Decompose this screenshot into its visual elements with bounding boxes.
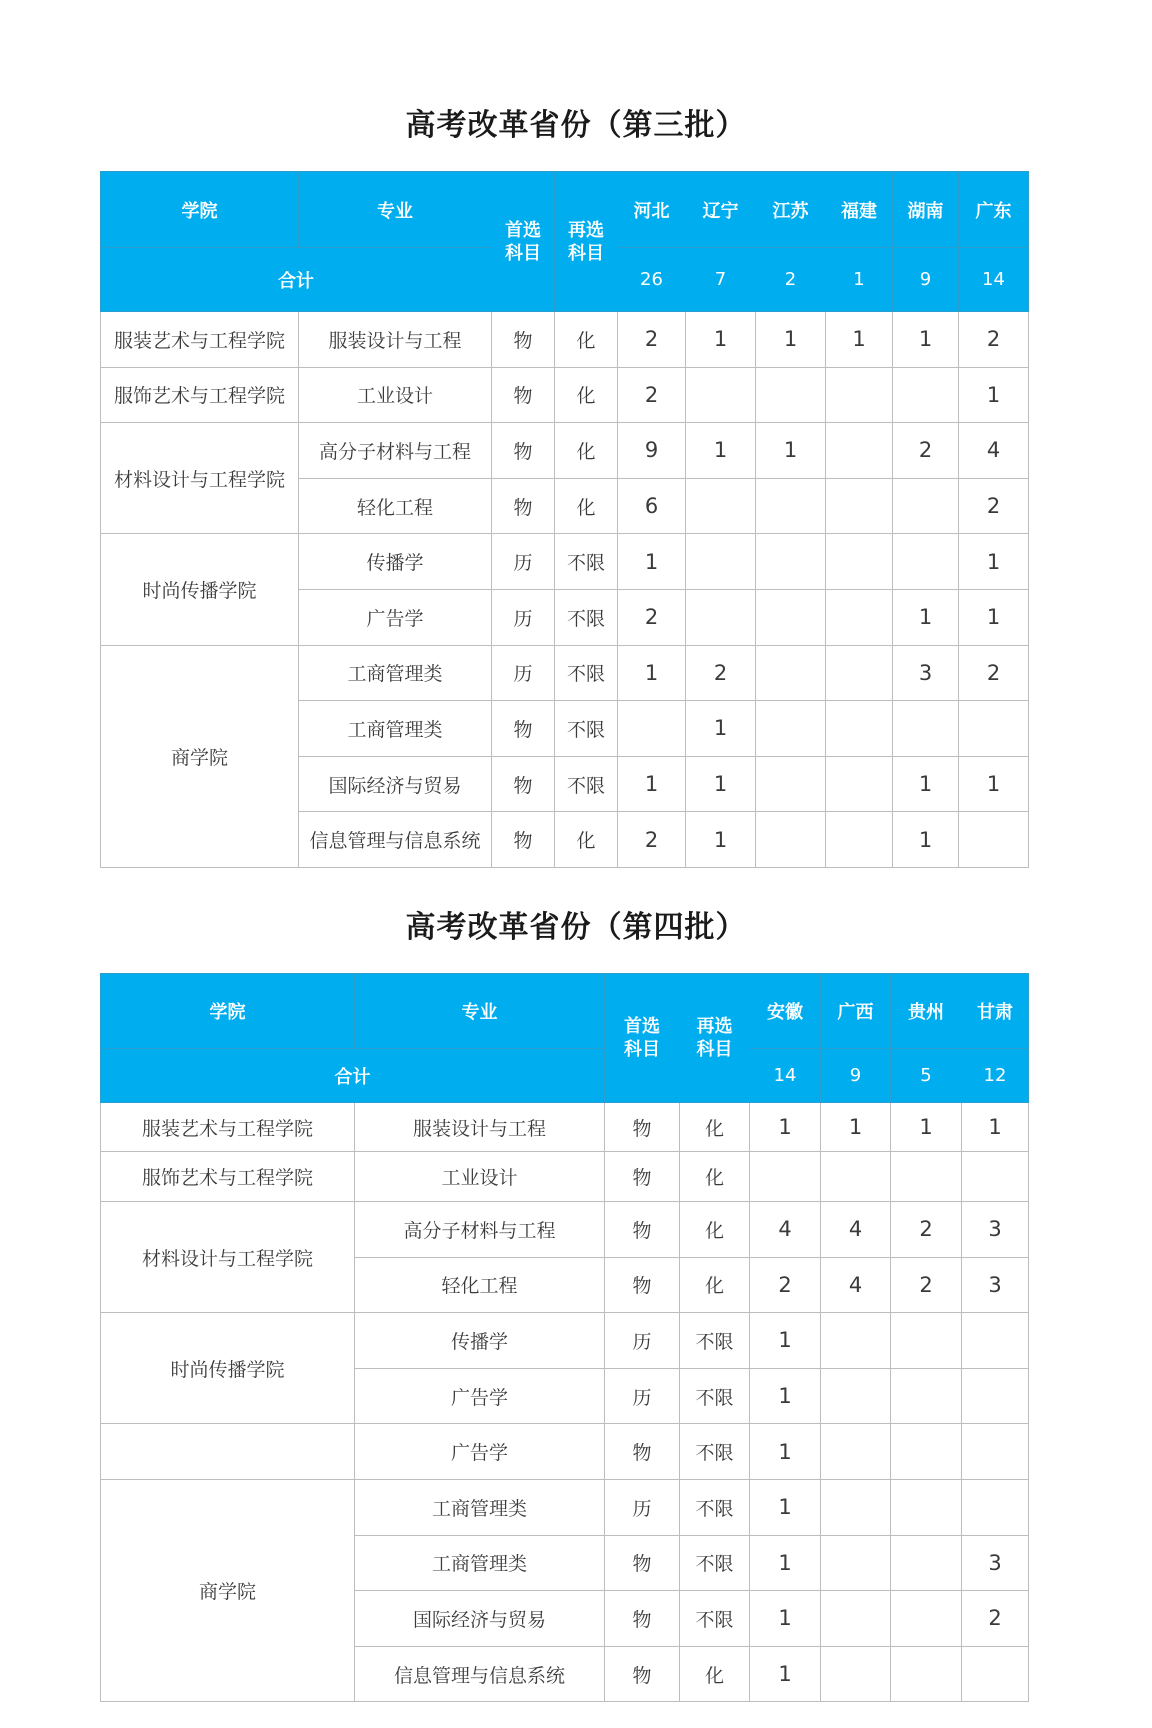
college-cell: 商学院 [101, 645, 299, 867]
quota-cell: 1 [618, 756, 686, 812]
quota-cell [756, 756, 826, 812]
page-title-batch-3: 高考改革省份（第三批） [405, 108, 747, 143]
first-subject-cell: 物 [492, 367, 555, 423]
second-subject-cell: 不限 [680, 1591, 750, 1647]
quota-cell: 4 [959, 423, 1029, 479]
quota-cell [686, 589, 756, 645]
college-cell: 服装艺术与工程学院 [101, 1103, 355, 1152]
first-subject-cell: 物 [605, 1646, 680, 1702]
header-college: 学院 [101, 974, 355, 1049]
first-subject-cell: 物 [492, 478, 555, 534]
second-subject-cell: 不限 [555, 756, 618, 812]
quota-cell [893, 534, 959, 590]
second-subject-cell: 化 [555, 423, 618, 479]
quota-cell: 2 [891, 1257, 962, 1313]
first-subject-cell: 物 [492, 423, 555, 479]
quota-cell: 2 [618, 589, 686, 645]
quota-cell: 1 [750, 1424, 821, 1480]
header-total: 14 [959, 248, 1029, 312]
college-cell: 商学院 [101, 1479, 355, 1701]
quota-cell: 1 [750, 1103, 821, 1152]
quota-cell: 1 [959, 756, 1029, 812]
college-cell: 时尚传播学院 [101, 534, 299, 645]
quota-cell: 4 [821, 1202, 891, 1258]
quota-cell: 3 [962, 1202, 1029, 1258]
quota-cell [686, 367, 756, 423]
header-total: 1 [826, 248, 893, 312]
quota-cell [826, 367, 893, 423]
header-province: 河北 [618, 172, 686, 248]
quota-cell: 4 [750, 1202, 821, 1258]
first-subject-cell: 历 [605, 1313, 680, 1369]
major-cell: 轻化工程 [355, 1257, 605, 1313]
table-row [101, 1152, 1029, 1202]
quota-cell [962, 1313, 1029, 1369]
second-subject-cell: 不限 [680, 1535, 750, 1591]
major-cell: 国际经济与贸易 [299, 756, 492, 812]
college-cell: 材料设计与工程学院 [101, 423, 299, 534]
major-cell: 高分子材料与工程 [355, 1202, 605, 1258]
table-row [101, 1202, 1029, 1258]
second-subject-cell: 不限 [680, 1313, 750, 1369]
quota-cell: 1 [750, 1591, 821, 1647]
quota-cell: 1 [750, 1313, 821, 1369]
quota-cell [826, 645, 893, 701]
table-row [101, 1103, 1029, 1152]
quota-cell [821, 1535, 891, 1591]
quota-cell [750, 1152, 821, 1202]
quota-cell: 1 [618, 534, 686, 590]
first-subject-cell: 历 [605, 1479, 680, 1535]
second-subject-cell: 化 [680, 1646, 750, 1702]
first-subject-cell: 历 [492, 645, 555, 701]
quota-cell [891, 1424, 962, 1480]
quota-cell [962, 1646, 1029, 1702]
quota-cell [962, 1152, 1029, 1202]
quota-cell: 1 [826, 312, 893, 368]
quota-cell [826, 423, 893, 479]
header-total: 7 [686, 248, 756, 312]
header-province: 福建 [826, 172, 893, 248]
first-subject-cell: 物 [492, 701, 555, 757]
quota-cell [891, 1479, 962, 1535]
quota-cell: 9 [618, 423, 686, 479]
quota-cell [962, 1424, 1029, 1480]
second-subject-cell: 不限 [680, 1368, 750, 1424]
quota-cell [821, 1479, 891, 1535]
second-subject-cell: 化 [555, 367, 618, 423]
quota-cell [821, 1368, 891, 1424]
page-title-batch-4: 高考改革省份（第四批） [405, 910, 747, 945]
quota-cell: 1 [686, 756, 756, 812]
college-cell: 服饰艺术与工程学院 [101, 1152, 355, 1202]
second-subject-cell: 不限 [555, 645, 618, 701]
quota-cell [756, 478, 826, 534]
quota-cell [893, 478, 959, 534]
admission-table-batch-3 [100, 171, 1029, 868]
quota-cell [821, 1152, 891, 1202]
header-major: 专业 [299, 172, 492, 248]
quota-cell [756, 367, 826, 423]
quota-cell: 1 [821, 1103, 891, 1152]
college-cell: 材料设计与工程学院 [101, 1202, 355, 1313]
major-cell: 广告学 [355, 1368, 605, 1424]
major-cell: 工商管理类 [355, 1535, 605, 1591]
quota-cell: 4 [821, 1257, 891, 1313]
major-cell: 广告学 [299, 589, 492, 645]
second-subject-cell: 不限 [680, 1424, 750, 1480]
quota-cell [686, 534, 756, 590]
header-major: 专业 [355, 974, 605, 1049]
quota-cell: 3 [893, 645, 959, 701]
quota-cell: 1 [959, 589, 1029, 645]
header-second-subject: 再选科目 [680, 974, 750, 1103]
table-row [101, 312, 1029, 368]
quota-cell [959, 701, 1029, 757]
quota-cell [686, 478, 756, 534]
quota-cell: 1 [686, 312, 756, 368]
major-cell: 工商管理类 [355, 1479, 605, 1535]
quota-cell: 1 [893, 812, 959, 868]
college-cell [101, 1424, 355, 1480]
college-cell: 服饰艺术与工程学院 [101, 367, 299, 423]
quota-cell: 1 [756, 423, 826, 479]
major-cell: 国际经济与贸易 [355, 1591, 605, 1647]
major-cell: 高分子材料与工程 [299, 423, 492, 479]
first-subject-cell: 物 [492, 812, 555, 868]
quota-cell: 2 [750, 1257, 821, 1313]
first-subject-cell: 物 [605, 1591, 680, 1647]
major-cell: 工商管理类 [299, 645, 492, 701]
table-row [101, 645, 1029, 701]
header-second-subject: 再选科目 [555, 172, 618, 312]
quota-cell: 1 [750, 1479, 821, 1535]
quota-cell: 1 [686, 812, 756, 868]
quota-cell [959, 812, 1029, 868]
table-row [101, 1313, 1029, 1369]
second-subject-cell: 化 [680, 1202, 750, 1258]
first-subject-cell: 物 [605, 1103, 680, 1152]
quota-cell: 1 [891, 1103, 962, 1152]
header-total-label: 合计 [101, 248, 492, 312]
quota-cell: 1 [686, 701, 756, 757]
first-subject-cell: 历 [492, 534, 555, 590]
header-province: 江苏 [756, 172, 826, 248]
header-province: 安徽 [750, 974, 821, 1049]
quota-cell [891, 1313, 962, 1369]
quota-cell [893, 367, 959, 423]
quota-cell: 2 [618, 312, 686, 368]
table-row [101, 534, 1029, 590]
major-cell: 传播学 [299, 534, 492, 590]
quota-cell [826, 756, 893, 812]
quota-cell: 2 [891, 1202, 962, 1258]
header-province: 广东 [959, 172, 1029, 248]
header-first-subject: 首选科目 [605, 974, 680, 1103]
quota-cell: 6 [618, 478, 686, 534]
header-college: 学院 [101, 172, 299, 248]
second-subject-cell: 不限 [555, 534, 618, 590]
quota-cell: 1 [750, 1368, 821, 1424]
header-total: 9 [821, 1049, 891, 1103]
header-province: 甘肃 [962, 974, 1029, 1049]
first-subject-cell: 物 [605, 1152, 680, 1202]
major-cell: 服装设计与工程 [299, 312, 492, 368]
quota-cell: 2 [618, 812, 686, 868]
header-total: 5 [891, 1049, 962, 1103]
second-subject-cell: 不限 [555, 701, 618, 757]
header-province: 辽宁 [686, 172, 756, 248]
quota-cell [826, 589, 893, 645]
quota-cell: 2 [959, 312, 1029, 368]
quota-cell [891, 1152, 962, 1202]
quota-cell [826, 701, 893, 757]
quota-cell: 2 [959, 645, 1029, 701]
college-cell: 时尚传播学院 [101, 1313, 355, 1424]
major-cell: 信息管理与信息系统 [355, 1646, 605, 1702]
second-subject-cell: 化 [555, 312, 618, 368]
major-cell: 信息管理与信息系统 [299, 812, 492, 868]
major-cell: 传播学 [355, 1313, 605, 1369]
college-cell: 服装艺术与工程学院 [101, 312, 299, 368]
header-total: 14 [750, 1049, 821, 1103]
quota-cell [756, 534, 826, 590]
quota-cell [821, 1646, 891, 1702]
quota-cell [962, 1479, 1029, 1535]
quota-cell: 3 [962, 1535, 1029, 1591]
first-subject-cell: 物 [492, 756, 555, 812]
second-subject-cell: 化 [555, 812, 618, 868]
quota-cell: 1 [959, 367, 1029, 423]
quota-cell: 1 [750, 1646, 821, 1702]
first-subject-cell: 历 [492, 589, 555, 645]
first-subject-cell: 物 [605, 1424, 680, 1480]
table-row [101, 423, 1029, 479]
quota-cell [756, 589, 826, 645]
quota-cell: 2 [686, 645, 756, 701]
quota-cell: 1 [893, 589, 959, 645]
quota-cell: 2 [959, 478, 1029, 534]
quota-cell [962, 1368, 1029, 1424]
quota-cell [826, 478, 893, 534]
quota-cell: 1 [750, 1535, 821, 1591]
second-subject-cell: 化 [680, 1103, 750, 1152]
quota-cell [821, 1424, 891, 1480]
major-cell: 工业设计 [355, 1152, 605, 1202]
table-row [101, 1424, 1029, 1480]
quota-cell: 1 [756, 312, 826, 368]
major-cell: 工业设计 [299, 367, 492, 423]
header-total-label: 合计 [101, 1049, 605, 1103]
first-subject-cell: 物 [605, 1257, 680, 1313]
quota-cell: 1 [618, 645, 686, 701]
quota-cell: 2 [893, 423, 959, 479]
header-province: 贵州 [891, 974, 962, 1049]
quota-cell: 1 [962, 1103, 1029, 1152]
quota-cell: 2 [962, 1591, 1029, 1647]
quota-cell [826, 534, 893, 590]
quota-cell [756, 645, 826, 701]
quota-cell: 1 [893, 312, 959, 368]
quota-cell [891, 1646, 962, 1702]
header-total: 9 [893, 248, 959, 312]
quota-cell [893, 701, 959, 757]
first-subject-cell: 物 [492, 312, 555, 368]
major-cell: 轻化工程 [299, 478, 492, 534]
quota-cell [891, 1591, 962, 1647]
quota-cell [756, 812, 826, 868]
second-subject-cell: 化 [680, 1152, 750, 1202]
quota-cell: 2 [618, 367, 686, 423]
quota-cell [891, 1368, 962, 1424]
major-cell: 服装设计与工程 [355, 1103, 605, 1152]
second-subject-cell: 不限 [680, 1479, 750, 1535]
admission-table-batch-4 [100, 973, 1029, 1702]
second-subject-cell: 化 [555, 478, 618, 534]
major-cell: 工商管理类 [299, 701, 492, 757]
quota-cell [826, 812, 893, 868]
quota-cell: 1 [959, 534, 1029, 590]
first-subject-cell: 物 [605, 1535, 680, 1591]
quota-cell [821, 1313, 891, 1369]
second-subject-cell: 不限 [555, 589, 618, 645]
major-cell: 广告学 [355, 1424, 605, 1480]
quota-cell: 1 [893, 756, 959, 812]
quota-cell: 3 [962, 1257, 1029, 1313]
header-province: 广西 [821, 974, 891, 1049]
header-first-subject: 首选科目 [492, 172, 555, 312]
quota-cell [891, 1535, 962, 1591]
table-row [101, 1479, 1029, 1535]
first-subject-cell: 物 [605, 1202, 680, 1258]
header-total: 26 [618, 248, 686, 312]
quota-cell: 1 [686, 423, 756, 479]
quota-cell [821, 1591, 891, 1647]
first-subject-cell: 历 [605, 1368, 680, 1424]
header-province: 湖南 [893, 172, 959, 248]
quota-cell [756, 701, 826, 757]
table-row [101, 367, 1029, 423]
second-subject-cell: 化 [680, 1257, 750, 1313]
quota-cell [618, 701, 686, 757]
header-total: 12 [962, 1049, 1029, 1103]
header-total: 2 [756, 248, 826, 312]
